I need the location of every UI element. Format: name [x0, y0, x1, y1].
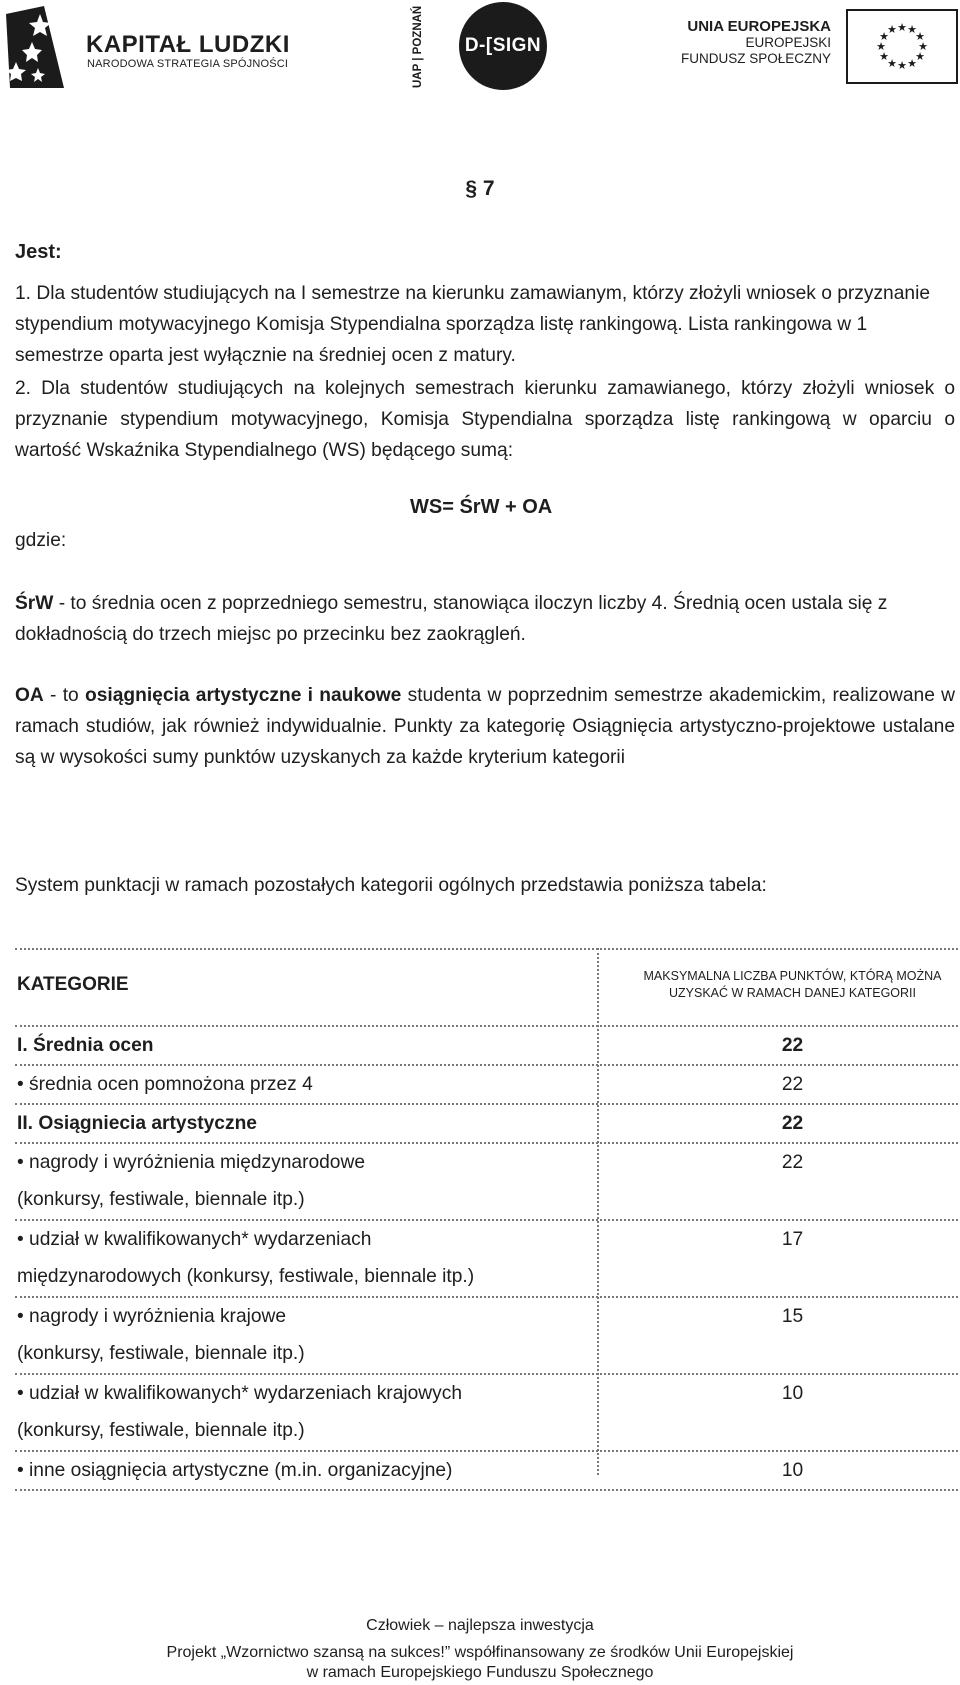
footer-project — [0, 1643, 960, 1683]
row-label-line2: (konkursy, festiwale, biennale itp.) — [17, 1189, 305, 1210]
section-heading: § 7 — [465, 177, 495, 200]
uap-poznan-logo — [402, 2, 430, 90]
svg-text:★: ★ — [879, 30, 889, 43]
row-label-line2: (konkursy, festiwale, biennale itp.) — [17, 1420, 305, 1441]
row-label-line1: • udział w kwalifikowanych* wydarzeniach — [17, 1229, 372, 1250]
table-row — [15, 1027, 958, 1066]
row-label: • inne osiągnięcia artystyczne (m.in. organizacyjne) — [17, 1460, 453, 1481]
table-row — [15, 1066, 958, 1105]
kapital-ludzki-logo-icon — [4, 2, 66, 90]
svg-text:★: ★ — [879, 50, 889, 63]
ws-formula: WS= ŚrW + OA — [410, 496, 553, 518]
svg-text:★: ★ — [897, 59, 907, 72]
uap-logo-text: UAP | POZNAŃ — [412, 5, 424, 88]
eu-line2: EUROPEJSKI — [745, 35, 831, 51]
svg-text:★: ★ — [907, 57, 917, 70]
column-header-max-line2: UZYSKAĆ W RAMACH DANEJ KATEGORII — [668, 986, 916, 1000]
eu-flag-icon — [846, 9, 958, 84]
column-header-max-line1: MAKSYMALNA LICZBA PUNKTÓW, KTÓRĄ MOŻNA — [643, 969, 942, 983]
srw-definition — [15, 588, 955, 650]
oa-bold-text: osiągnięcia artystyczne i naukowe — [85, 685, 402, 706]
paragraph-2-text: 2. Dla studentów studiujących na kolejnych semestrach kierunku zamawianego, którzy złożyli wniosek o przyznanie stypendium motywacyjnego, Komisja Stypendialna sporządza listę rankingową w oparciu o wartość Wskaźnika Stypendialnego (WS) będącego sumą: — [15, 378, 955, 461]
column-header-max-points — [627, 968, 958, 1002]
svg-text:★: ★ — [907, 23, 917, 36]
table-row — [15, 1375, 958, 1452]
row-value: 22 — [781, 1035, 804, 1056]
design-logo: D-[SIGN — [459, 2, 547, 90]
svg-text:★: ★ — [887, 23, 897, 36]
svg-text:★: ★ — [915, 50, 925, 63]
row-label: • średnia ocen pomnożona przez 4 — [17, 1074, 313, 1095]
table-row — [15, 1221, 958, 1298]
row-label: I. Średnia ocen — [17, 1035, 154, 1056]
paragraph-1 — [15, 278, 955, 371]
oa-term: OA — [15, 685, 44, 706]
system-intro — [15, 870, 955, 901]
footer-slogan: Człowiek – najlepsza inwestycja — [366, 1617, 594, 1634]
footer-project-line1: Projekt „Wzornictwo szansą na sukces!” współfinansowany ze środków Unii Europejskiej — [166, 1644, 794, 1661]
row-value: 22 — [781, 1113, 804, 1134]
kapital-ludzki-subtitle: NARODOWA STRATEGIA SPÓJNOŚCI — [87, 58, 289, 70]
svg-text:★: ★ — [918, 40, 928, 53]
srw-term: ŚrW — [15, 593, 54, 614]
jest-heading: Jest: — [15, 241, 62, 263]
table-header — [15, 948, 958, 1027]
table-row — [15, 1105, 958, 1144]
row-label-line1: • udział w kwalifikowanych* wydarzeniach krajowych — [17, 1383, 463, 1404]
table-row — [15, 1452, 958, 1491]
svg-text:★: ★ — [887, 57, 897, 70]
oa-definition — [15, 680, 955, 773]
row-label-line1: • nagrody i wyróżnienia międzynarodowe — [17, 1152, 366, 1173]
row-value: 22 — [781, 1152, 804, 1173]
srw-definition-text: - to średnia ocen z poprzedniego semestru, stanowiąca iloczyn liczby 4. Średnią ocen ustala się z dokładnością do trzech miejsc po przecinku bez zaokrągleń. — [15, 593, 888, 645]
eu-line3: FUNDUSZ SPOŁECZNY — [680, 50, 831, 66]
oa-rest-text: studenta w poprzednim semestrze akademickim, realizowane w ramach studiów, jak również indywidualnie. Punkty za kategorię Osiągnięcia artystyczno-projektowe ustalane są w wysokości sumy punktów uzyskanych za każde kryterium kategorii — [15, 685, 956, 768]
oa-mid-text: - to — [43, 685, 85, 706]
system-intro-text: System punktacji w ramach pozostałych kategorii ogólnych przedstawia poniższa tabela: — [15, 875, 767, 896]
points-table — [15, 948, 958, 1491]
paragraph-1-text: 1. Dla studentów studiujących na I semestrze na kierunku zamawianym, którzy złożyli wniosek o przyznanie stypendium motywacyjnego Komisja Stypendialna sporządza listę rankingową. Lista rankingowa w 1 semestrze oparta jest wyłącznie na średniej ocen z matury. — [15, 283, 931, 366]
column-header-category: KATEGORIE — [17, 974, 129, 995]
gdzie-label: gdzie: — [15, 530, 67, 551]
footer-project-line2: w ramach Europejskiego Funduszu Społecznego — [306, 1664, 654, 1681]
row-value: 10 — [781, 1383, 804, 1404]
svg-text:★: ★ — [897, 21, 907, 34]
table-column-divider — [597, 948, 599, 1475]
row-label-line2: (konkursy, festiwale, biennale itp.) — [17, 1343, 305, 1364]
eu-stars-icon — [848, 11, 956, 82]
row-value: 15 — [781, 1306, 804, 1327]
kapital-ludzki-title: KAPITAŁ LUDZKI — [86, 31, 290, 58]
svg-text:★: ★ — [876, 40, 886, 53]
table-row — [15, 1144, 958, 1221]
table-row — [15, 1298, 958, 1375]
eu-fund-label — [681, 18, 831, 66]
row-value: 10 — [781, 1460, 804, 1481]
row-label-line1: • nagrody i wyróżnienia krajowe — [17, 1306, 287, 1327]
row-label: II. Osiągniecia artystyczne — [17, 1113, 257, 1134]
svg-text:★: ★ — [915, 30, 925, 43]
eu-line1: UNIA EUROPEJSKA — [687, 18, 831, 35]
row-value: 17 — [781, 1229, 804, 1250]
paragraph-2 — [15, 373, 955, 466]
row-label-line2: międzynarodowych (konkursy, festiwale, biennale itp.) — [17, 1266, 475, 1287]
row-value: 22 — [781, 1074, 804, 1095]
